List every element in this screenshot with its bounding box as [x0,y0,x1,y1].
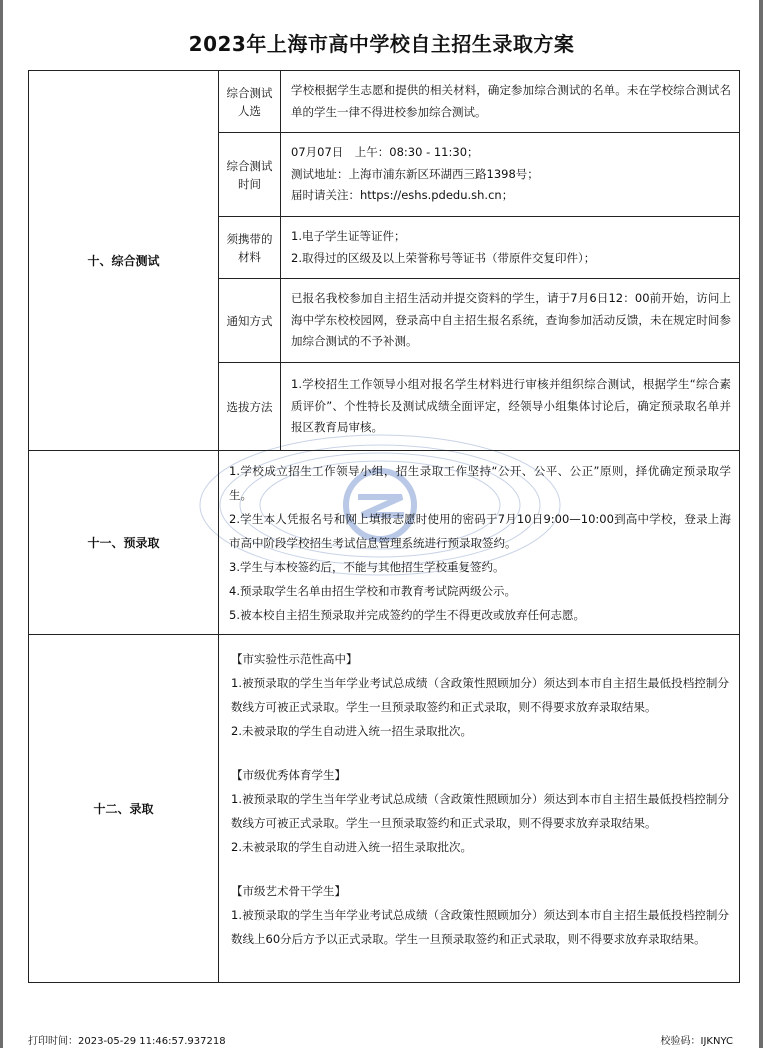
content-line: 4.预录取学生名单由招生学校和市教育考试院两级公示。 [229,583,516,598]
content-line: 5.被本校自主招生预录取并完成签约的学生不得更改或放弃任何志愿。 [229,607,585,622]
row-label-materials [219,217,281,279]
section-admission: 十二、录取 [29,635,219,983]
row-content-test-candidates [281,71,740,133]
row-label-selection: 选拔方法 [219,363,281,451]
check-code: 校验码：IJKNYC [660,1036,733,1047]
row-label-test-time [219,133,281,217]
content-line: 2.学生本人凭报名号和网上填报志愿时使用的密码于7月10日9:00—10:00到高中学校，登录上海市高中阶段学校招生考试信息管理系统进行预录取签约。 [229,511,731,550]
content-line: 2.未被录取的学生自动进入统一招生录取批次。 [231,724,472,738]
row-content-selection [281,363,740,451]
row-content-test-time [281,133,740,217]
content-line: 07月07日 上午：08:30 - 11:30； [291,145,479,160]
group-heading: 【市实验性示范性高中】 [231,652,358,666]
table-row [29,635,740,983]
row-content-materials [281,217,740,279]
content-line: 3.学生与本校签约后，不能与其他招生学校重复签约。 [229,559,505,574]
table-row [29,71,740,133]
page-right-edge [759,0,763,1048]
row-content-notification [281,279,740,363]
table-row [29,451,740,635]
spacer [231,743,729,763]
section-comprehensive-test: 十、综合测试 [29,71,219,451]
group-heading: 【市级优秀体育学生】 [231,768,346,782]
content-line: 已报名我校参加自主招生活动并提交资料的学生，请于7月6日12：00前开始，访问上海中学东校校园网，登录高中自主招生报名系统，查询参加活动反馈，未在规定时间参加综合测试的不予补测。 [291,291,731,349]
row-label-notification: 通知方式 [219,279,281,363]
content-line: 1.电子学生证等证件； [291,229,406,243]
content-line[interactable]: 届时请关注：https://eshs.pdedu.sh.cn； [291,188,514,203]
row-label-line: 人选 [238,103,261,118]
row-content-admission [219,635,740,983]
content-line: 学校根据学生志愿和提供的相关材料，确定参加综合测试的名单。未在学校综合测试名单的学生一律不得进校参加综合测试。 [291,83,731,119]
content-line: 2.取得过的区级及以上荣誉称号等证书（带原件交复印件）； [291,250,596,265]
row-label-test-candidates [219,71,281,133]
row-content-pre-admission [219,451,740,635]
page-left-edge [0,0,3,1048]
section-pre-admission: 十一、预录取 [29,451,219,635]
row-label-line: 综合测试 [226,158,273,173]
row-label-line: 综合测试 [226,85,273,100]
page-title: 2023年上海市高中学校自主招生录取方案 [188,32,575,56]
content-line: 2.未被录取的学生自动进入统一招生录取批次。 [231,840,472,854]
content-line: 1.学校招生工作领导小组对报名学生材料进行审核并组织综合测试，根据学生“综合素质评价”、个性特长及测试成绩全面评定，经领导小组集体讨论后，确定预录取名单并报区教育局审核。 [291,377,731,435]
row-label-line: 须携带的 [226,231,273,246]
content-line: 1.被预录取的学生当年学业考试总成绩（含政策性照顾加分）须达到本市自主招生最低投档控制分数线上60分后方予以正式录取。学生一旦预录取签约和正式录取，则不得要求放弃录取结果。 [231,908,729,946]
spacer [231,859,729,879]
row-label-line: 时间 [238,176,261,191]
row-label-line: 材料 [238,249,261,264]
content-line: 测试地址：上海市浦东新区环湖西三路1398号； [291,166,539,181]
content-line: 1.学校成立招生工作领导小组，招生录取工作坚持“公开、公平、公正”原则，择优确定预录取学生。 [229,463,731,502]
group-heading: 【市级艺术骨干学生】 [231,884,346,898]
content-line: 1.被预录取的学生当年学业考试总成绩（含政策性照顾加分）须达到本市自主招生最低投档控制分数线方可被正式录取。学生一旦预录取签约和正式录取，则不得要求放弃录取结果。 [231,676,729,714]
content-line: 1.被预录取的学生当年学业考试总成绩（含政策性照顾加分）须达到本市自主招生最低投档控制分数线方可被正式录取。学生一旦预录取签约和正式录取，则不得要求放弃录取结果。 [231,792,729,830]
admission-plan-table [28,70,740,983]
print-time: 打印时间：2023-05-29 11:46:57.937218 [28,1036,226,1047]
